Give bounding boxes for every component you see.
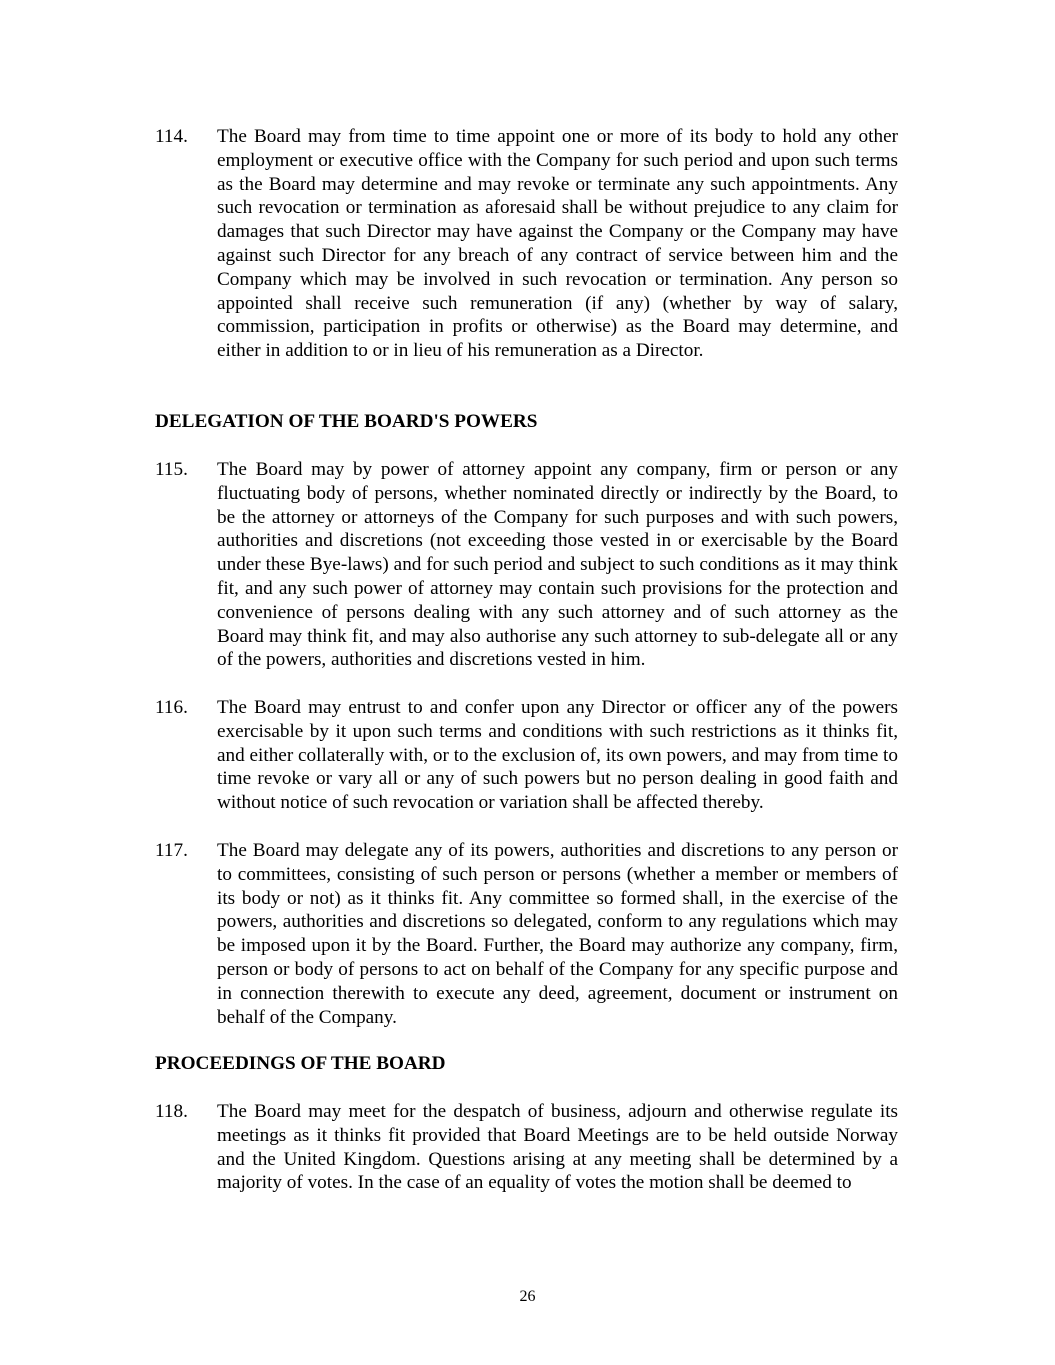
clause-number: 114. [155, 126, 188, 147]
clause-number: 118. [155, 1101, 188, 1122]
section-heading-proceedings: PROCEEDINGS OF THE BOARD [155, 1053, 446, 1074]
clause-118 [155, 1100, 899, 1195]
clause-116 [155, 696, 899, 815]
clause-117 [155, 839, 899, 1029]
clause-number: 116. [155, 697, 188, 718]
clause-text: The Board may by power of attorney appoint any company, firm or person or any fluctuating body of persons, whether nominated directly or indirectly by the Board, to be the attorney or attorneys of the Company for such purposes and with such powers, authorities and discretions (not exceeding those vested in or exercisable by the Board under these Bye-laws) and for such period and subject to such conditions as it may think fit, and any such power of attorney may contain such provisions for the protection and convenience of persons dealing with any such attorney and of such attorney as the Board may think fit, and may also authorise any such attorney to sub-delegate all or any of the powers, authorities and discretions vested in him. [217, 459, 898, 671]
clause-text: The Board may delegate any of its powers, authorities and discretions to any person or to committees, consisting of such person or persons (whether a member or members of its body or not) as it thinks fit. Any committee so formed shall, in the exercise of the powers, authorities and discretions so delegated, conform to any regulations which may be imposed upon it by the Board. Further, the Board may authorize any company, firm, person or body of persons to act on behalf of the Company for any specific purpose and in connection therewith to execute any deed, agreement, document or instrument on behalf of the Company. [217, 840, 898, 1028]
section-heading-delegation: DELEGATION OF THE BOARD'S POWERS [155, 411, 538, 432]
clause-114 [155, 125, 899, 363]
page-number: 26 [519, 1288, 536, 1305]
clause-number: 117. [155, 840, 188, 861]
clause-115 [155, 458, 899, 672]
clause-text: The Board may meet for the despatch of business, adjourn and otherwise regulate its meetings as it thinks fit provided that Board Meetings are to be held outside Norway and the United Kingdom. Questions arising at any meeting shall be determined by a majority of votes. In the case of an equality of votes the motion shall be deemed to [217, 1101, 898, 1194]
clause-text: The Board may from time to time appoint one or more of its body to hold any other employment or executive office with the Company for such period and upon such terms as the Board may determine and may revoke or terminate any such appointments. Any such revocation or termination as aforesaid shall be without prejudice to any claim for damages that such Director may have against the Company or the Company may have against such Director for any breach of any contract of service between him and the Company which may be involved in such revocation or termination. Any person so appointed shall receive such remuneration (if any) (whether by way of salary, commission, participation in profits or otherwise) as the Board may determine, and either in addition to or in lieu of his remuneration as a Director. [217, 126, 898, 362]
clause-number: 115. [155, 459, 188, 480]
clause-text: The Board may entrust to and confer upon any Director or officer any of the powers exercisable by it upon such terms and conditions with such restrictions as it thinks fit, and either collaterally with, or to the exclusion of, its own powers, and may from time to time revoke or vary all or any of such powers but no person dealing in good faith and without notice of such revocation or variation shall be affected thereby. [217, 697, 898, 814]
